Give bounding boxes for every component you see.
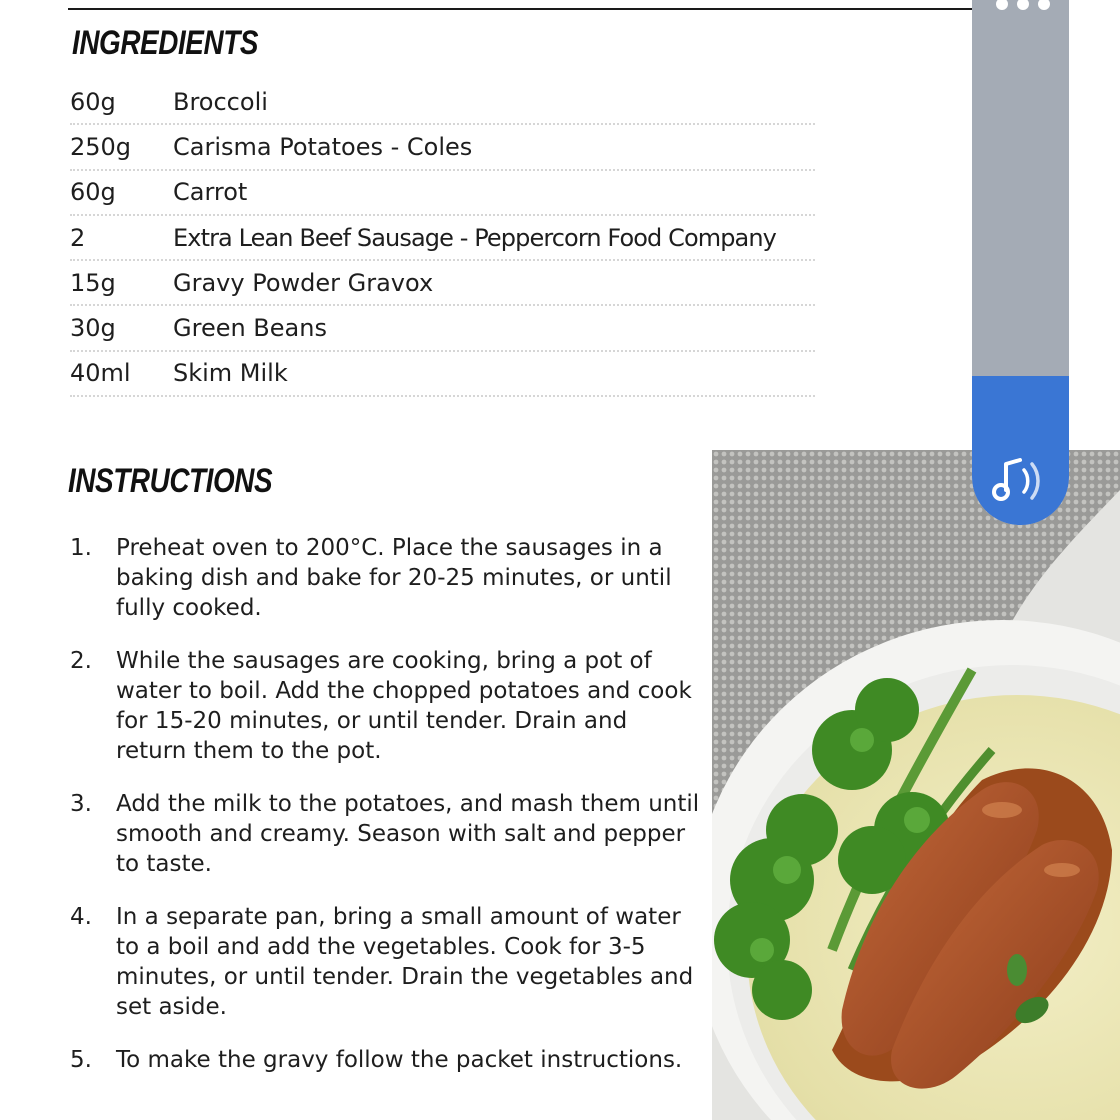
instruction-step: [70, 1045, 700, 1075]
ingredient-name: Broccoli: [173, 87, 268, 116]
step-text: In a separate pan, bring a small amount of water to a boil and add the vegetables. Cook for 3-5 minutes, or until tender. Drain the vegetables and set aside.: [116, 904, 694, 1020]
ingredient-quantity: 2: [70, 223, 86, 252]
ingredient-quantity: 30g: [70, 314, 116, 343]
instruction-step: [70, 533, 700, 623]
top-divider: [68, 8, 972, 10]
step-number: 5.: [70, 1047, 92, 1073]
ingredient-quantity: 60g: [70, 87, 116, 116]
ingredient-row: [70, 352, 815, 397]
step-text: To make the gravy follow the packet instructions.: [116, 1047, 683, 1073]
side-toolbar: [972, 0, 1069, 525]
step-number: 2.: [70, 648, 92, 674]
ingredient-name: Skim Milk: [173, 359, 288, 388]
ingredient-quantity: 40ml: [70, 359, 131, 388]
step-number: 3.: [70, 791, 92, 817]
food-photo-illustration: [712, 450, 1120, 1120]
ingredient-row: [70, 261, 815, 306]
audio-button[interactable]: [972, 376, 1069, 525]
ingredient-name: Extra Lean Beef Sausage - Peppercorn Food Company: [173, 223, 776, 252]
ingredient-row: [70, 216, 815, 261]
ingredient-quantity: 60g: [70, 178, 116, 207]
ingredient-quantity: 15g: [70, 268, 116, 297]
ingredient-name: Carrot: [173, 178, 248, 207]
instruction-step: [70, 902, 700, 1022]
food-photo: [712, 450, 1120, 1120]
ingredient-row: [70, 125, 815, 170]
instructions-list: [70, 533, 700, 1098]
ingredient-name: Carisma Potatoes - Coles: [173, 132, 473, 161]
step-number: 4.: [70, 904, 92, 930]
step-text: Add the milk to the potatoes, and mash them until smooth and creamy. Season with salt and pepper to taste.: [116, 791, 700, 877]
ingredient-quantity: 250g: [70, 132, 132, 161]
instructions-heading: INSTRUCTIONS: [68, 462, 273, 500]
ingredient-row: [70, 80, 815, 125]
ingredient-row: [70, 306, 815, 351]
step-text: Preheat oven to 200°C. Place the sausages in a baking dish and bake for 20-25 minutes, or until fully cooked.: [116, 535, 672, 621]
ingredients-heading: INGREDIENTS: [72, 24, 259, 62]
step-text: While the sausages are cooking, bring a pot of water to boil. Add the chopped potatoes and cook for 15-20 minutes, or until tender. Drain and return them to the pot.: [116, 648, 692, 764]
instruction-step: [70, 646, 700, 766]
ingredient-name: Gravy Powder Gravox: [173, 268, 434, 297]
step-number: 1.: [70, 535, 92, 561]
instruction-step: [70, 789, 700, 879]
ingredient-name: Green Beans: [173, 314, 327, 343]
ingredients-table: [70, 80, 815, 397]
more-dots-icon[interactable]: [996, 0, 1050, 10]
audio-speaker-icon: [992, 456, 1048, 508]
ingredient-row: [70, 171, 815, 216]
